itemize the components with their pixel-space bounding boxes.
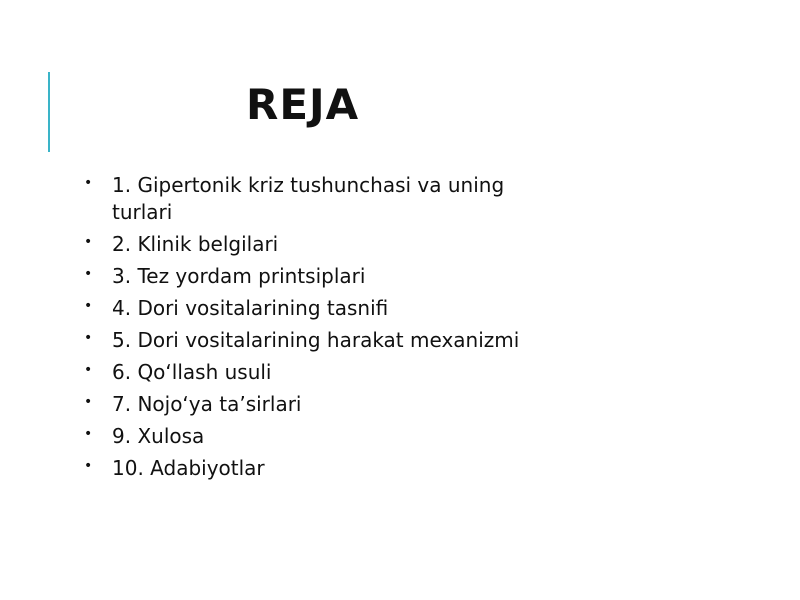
bullet-icon: •: [84, 330, 93, 346]
list-item-text: 5. Dori vositalarining harakat mexanizmi: [112, 328, 520, 352]
list-item: [80, 327, 550, 354]
bullet-icon: •: [84, 175, 93, 191]
bullet-icon: •: [84, 266, 93, 282]
slide-title: REJA: [246, 80, 360, 129]
list-item-text: 7. Nojo‘ya ta’sirlari: [112, 392, 302, 416]
bullet-icon: •: [84, 298, 93, 314]
list-item-text: 10. Adabiyotlar: [112, 456, 265, 480]
list-item: [80, 263, 550, 290]
list-item: [80, 359, 550, 386]
list-item: [80, 295, 550, 322]
list-item: [80, 231, 550, 258]
list-item: [80, 172, 550, 226]
bullet-icon: •: [84, 394, 93, 410]
list-item: [80, 455, 550, 482]
bullet-icon: •: [84, 362, 93, 378]
list-item-text: 1. Gipertonik kriz tushunchasi va uning turlari: [112, 173, 505, 224]
list-item: [80, 391, 550, 418]
bullet-icon: •: [84, 234, 93, 250]
list-item-text: 4. Dori vositalarining tasnifi: [112, 296, 389, 320]
list-item-text: 3. Tez yordam printsiplari: [112, 264, 366, 288]
bullet-icon: •: [84, 426, 93, 442]
list-item: [80, 423, 550, 450]
list-item-text: 2. Klinik belgilari: [112, 232, 279, 256]
list-item-text: 9. Xulosa: [112, 424, 205, 448]
bullet-icon: •: [84, 458, 93, 474]
list-item-text: 6. Qo‘llash usuli: [112, 360, 272, 384]
accent-bar: [48, 72, 50, 152]
agenda-list: [80, 172, 550, 487]
